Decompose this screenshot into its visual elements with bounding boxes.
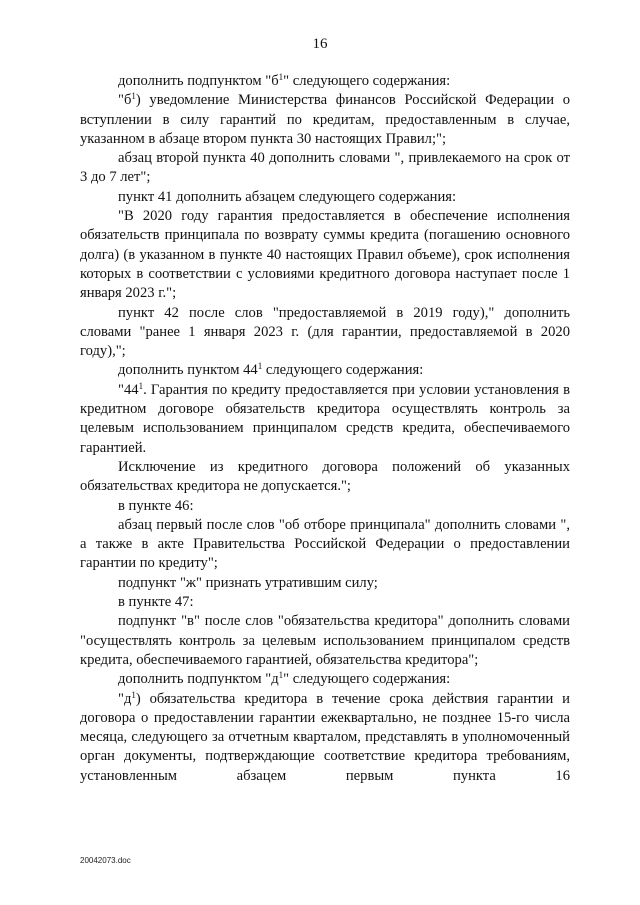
paragraph-10: в пункте 46:	[118, 497, 194, 514]
paragraph-9: Исключение из кредитного договора положений об указанных обязательствах кредитора не допускается.";	[80, 458, 570, 495]
paragraph-5: "В 2020 году гарантия предоставляется в обеспечение исполнения обязательств принципала по возврату суммы кредита (погашению основного долга) (в указанном в пункте 40 настоящих Правил объеме), срок исполнения которых в соответствии с условиями кредитного договора наступает после 1 января 2023 г.";	[80, 208, 570, 302]
paragraph-16: "$д^1$) обязательства кредитора в течение срока действия гарантии и договора о предоставлении гарантии ежеквартально, не позднее 15-го числа месяца, следующего за отчетным кварталом, представлять в уполномоченный орган документы, подтверждающие соответствие кредитора требованиям, установленным абзацем первым пункта 16	[80, 689, 570, 784]
paragraph-4: пункт 41 дополнить абзацем следующего содержания:	[118, 188, 457, 205]
paragraph-11: абзац первый после слов "об отборе принципала" дополнить словами ", а также в акте Правительства Российской Федерации о предоставлении гарантии по кредиту";	[80, 516, 570, 572]
paragraph-2: "$б^1$) уведомление Министерства финансов Российской Федерации о вступлении в силу гарантий по кредитам, предоставленным в случае, указанном в абзаце втором пункта 30 настоящих Правил;";	[80, 91, 570, 147]
paragraph-12: подпункт "ж" признать утратившим силу;	[118, 574, 378, 591]
document-body	[80, 72, 570, 786]
paragraph-3: абзац второй пункта 40 дополнить словами ", привлекаемого на срок от 3 до 7 лет";	[80, 150, 570, 186]
page-number: 16	[312, 36, 328, 52]
paragraph-15: дополнить подпунктом "$д^1$" следующего содержания:	[118, 670, 451, 688]
paragraph-14: подпункт "в" после слов "обязательства кредитора" дополнить словами "осуществлять контроль за целевым использованием принципалом средств кредита, обеспечиваемого гарантией, обязательства кредитора";	[80, 613, 570, 668]
paragraph-13: в пункте 47:	[118, 594, 194, 611]
footer-filename: 20042073.doc	[80, 856, 131, 865]
paragraph-7: дополнить пунктом $44^1$ следующего содержания:	[118, 361, 424, 379]
paragraph-1: дополнить подпунктом "$б^1$" следующего содержания:	[118, 72, 451, 89]
paragraph-8: "$44^1$. Гарантия по кредиту предоставляется при условии установления в кредитном договоре обязательств кредитора осуществлять контроль за целевым использованием принципалом средств кредита, обеспечиваемого гарантией.	[80, 380, 570, 456]
paragraph-6: пункт 42 после слов "предоставляемой в 2019 году)," дополнить словами "ранее 1 января 2023 г. (для гарантии, предоставляемой в 2020 году),";	[80, 304, 570, 360]
